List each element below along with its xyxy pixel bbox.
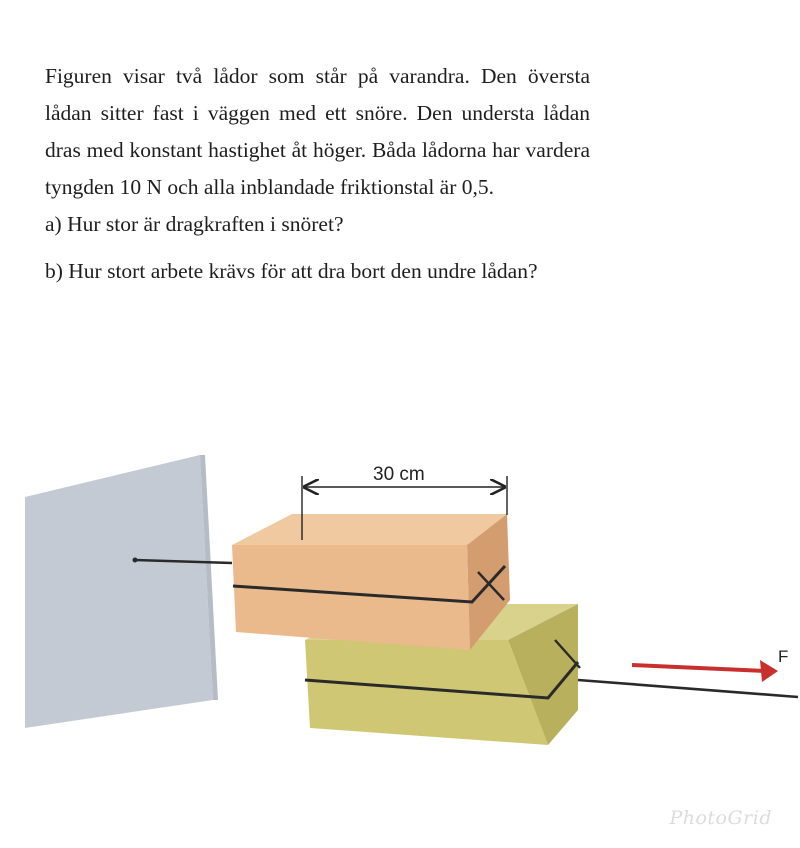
pull-string: [578, 680, 798, 697]
top-box-front: [232, 545, 470, 650]
dimension-label: 30 cm: [373, 464, 425, 485]
force-label: F: [778, 647, 789, 666]
bottom-box-front: [305, 640, 548, 745]
problem-intro: Figuren visar två lådor som står på varandra. Den översta lådan sitter fast i väggen med ett snöre. Den understa lådan dras med konstant hastighet åt höger. Båda lådorna har vardera tyngden 10 N och alla inblandade friktionstal är 0,5.: [45, 64, 590, 199]
box-figure: [0, 440, 800, 843]
problem-text: [45, 58, 590, 290]
wall-attachment: [133, 558, 138, 563]
question-b: b) Hur stort arbete krävs för att dra bort den undre lådan?: [45, 259, 538, 283]
watermark-logo: PhotoGrid: [669, 807, 772, 829]
question-a: a) Hur stor är dragkraften i snöret?: [45, 212, 344, 236]
top-box-top: [232, 514, 507, 545]
force-arrow-head: [760, 660, 778, 682]
wall: [25, 455, 213, 728]
figure-illustration: [0, 440, 800, 843]
top-box: [232, 514, 510, 650]
force-arrow: [632, 665, 765, 671]
